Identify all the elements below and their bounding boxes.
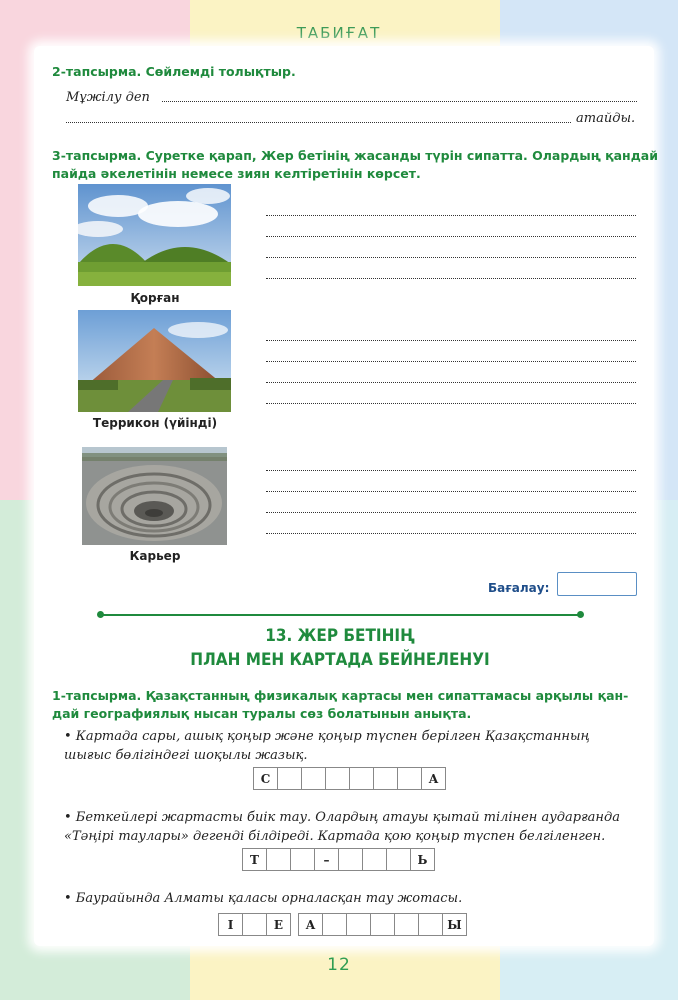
quarry-caption: Карьер: [129, 549, 181, 563]
answer-line[interactable]: [266, 278, 636, 279]
letter-cell[interactable]: [370, 913, 395, 936]
grade-input[interactable]: [557, 572, 637, 596]
letter-cell[interactable]: [322, 913, 347, 936]
answer-line[interactable]: [266, 340, 636, 341]
answer-line[interactable]: [266, 236, 636, 237]
answer-line[interactable]: [162, 101, 637, 102]
answer-line[interactable]: [266, 382, 636, 383]
answer-line[interactable]: [266, 257, 636, 258]
letter-cell[interactable]: [373, 767, 398, 790]
answer-line[interactable]: [266, 215, 636, 216]
task3-title-line1: 3-тапсырма. Суретке қарап, Жер бетінің жасанды түрін сипатта. Олардың қандай: [52, 148, 658, 163]
letter-cell[interactable]: А: [421, 767, 446, 790]
answer-line[interactable]: [266, 361, 636, 362]
answer-cells-2: [243, 848, 435, 871]
letter-cell[interactable]: А: [298, 913, 323, 936]
answer-line[interactable]: [266, 512, 636, 513]
section-title-line2: ПЛАН МЕН КАРТАДА БЕЙНЕЛЕНУІ: [190, 650, 490, 670]
task2-start-word: Мұжілу деп: [66, 90, 150, 105]
answer-line[interactable]: [266, 470, 636, 471]
mounds-caption: Қорған: [130, 291, 180, 305]
answer-line[interactable]: [266, 403, 636, 404]
answer-line[interactable]: [66, 122, 571, 123]
page-header: ТАБИҒАТ: [296, 24, 382, 42]
letter-cell[interactable]: [277, 767, 302, 790]
task3-title-line2: пайда әкелетінін немесе зиян келтіретінін көрсет.: [52, 166, 421, 181]
letter-cell[interactable]: Ы: [442, 913, 467, 936]
letter-cell[interactable]: –: [314, 848, 339, 871]
task2-end-word: атайды.: [576, 111, 636, 126]
bullet3-line1: • Баурайында Алматы қаласы орналасқан тау жотасы.: [64, 891, 463, 906]
grade-label: Бағалау:: [488, 581, 550, 595]
answer-line[interactable]: [266, 491, 636, 492]
page-number: 12: [327, 955, 351, 975]
letter-cell[interactable]: Ь: [410, 848, 435, 871]
bullet2-line1: • Беткейлері жартасты биік тау. Олардың атауы қытай тілінен аударғанда: [64, 810, 620, 825]
burial-mounds-photo: [78, 184, 231, 286]
letter-cell[interactable]: Т: [242, 848, 267, 871]
section-divider: [100, 614, 580, 616]
letter-cell[interactable]: [242, 913, 267, 936]
divider-dot-left: [97, 611, 104, 618]
letter-cell[interactable]: [301, 767, 326, 790]
letter-cell[interactable]: [394, 913, 419, 936]
letter-cell[interactable]: [418, 913, 443, 936]
answer-cells-1: [254, 767, 446, 790]
letter-cell[interactable]: [346, 913, 371, 936]
divider-dot-right: [577, 611, 584, 618]
open-pit-mine-photo: [82, 447, 227, 545]
letter-cell[interactable]: [349, 767, 374, 790]
task1-title-line1: 1-тапсырма. Қазақстанның физикалық картасы мен сипаттамасы арқылы қан-: [52, 688, 629, 703]
task2-title: 2-тапсырма. Сөйлемді толықтыр.: [52, 64, 296, 79]
bullet1-line1: • Картада сары, ашық қоңыр және қоңыр түспен берілген Қазақстанның: [64, 729, 590, 744]
bullet1-line2: шығыс бөлігіндегі шоқылы жазық.: [64, 748, 308, 763]
section-title-line1: 13. ЖЕР БЕТІНІҢ: [265, 626, 415, 646]
letter-cell[interactable]: Е: [266, 913, 291, 936]
letter-cell[interactable]: [386, 848, 411, 871]
letter-cell[interactable]: І: [218, 913, 243, 936]
letter-cell[interactable]: С: [253, 767, 278, 790]
bullet2-line2: «Тәңірі таулары» дегенді білдіреді. Картада қою қоңыр түспен белгіленген.: [64, 829, 606, 844]
letter-cell[interactable]: [397, 767, 422, 790]
task1-title-line2: дай географиялық нысан туралы сөз болатынын анықта.: [52, 706, 472, 721]
letter-cell[interactable]: [325, 767, 350, 790]
letter-cell[interactable]: [290, 848, 315, 871]
spoil-tip-photo: [78, 310, 231, 412]
letter-cell[interactable]: [266, 848, 291, 871]
letter-cell[interactable]: [362, 848, 387, 871]
spoil-tip-caption: Террикон (үйінді): [92, 416, 218, 430]
answer-cells-3: [219, 913, 467, 936]
letter-cell[interactable]: [338, 848, 363, 871]
answer-line[interactable]: [266, 533, 636, 534]
